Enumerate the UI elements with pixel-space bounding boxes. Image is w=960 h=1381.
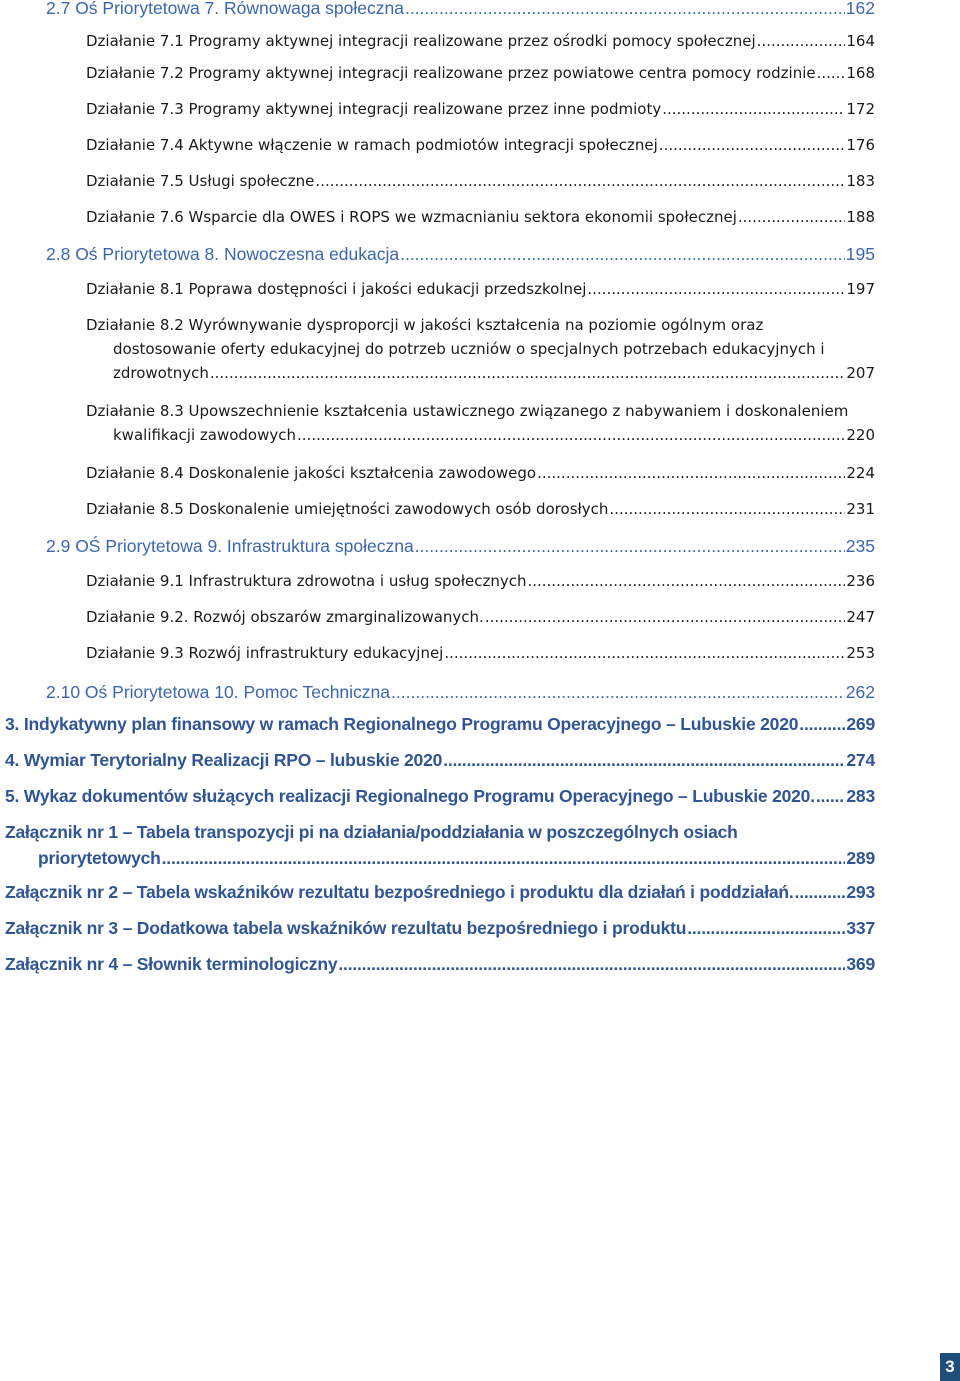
toc-entry-title: 5. Wykaz dokumentów służących realizacji Regionalnego Programu Operacyjnego – Lubuskie 2020. <box>5 786 815 806</box>
toc-line <box>5 748 875 772</box>
toc-page-number: 172 <box>846 100 875 118</box>
toc-entry-title: dostosowanie oferty edukacyjnej do potrzeb uczniów o specjalnych potrzebach edukacyjnych i <box>113 340 825 358</box>
toc-page-number: 197 <box>846 280 875 298</box>
toc-line <box>86 278 875 300</box>
toc-entry-title: 2.7 Oś Priorytetowa 7. Równowaga społeczna <box>46 0 404 18</box>
dot-leader <box>338 952 845 976</box>
toc-line <box>86 30 875 52</box>
toc-entry-title: Załącznik nr 2 – Tabela wskaźników rezultatu bezpośredniego i produktu dla działań i poddziałań. <box>5 882 794 902</box>
dot-leader <box>817 62 846 84</box>
toc-page-number: 269 <box>846 714 875 734</box>
toc-entry-title: Działanie 8.5 Doskonalenie umiejętności zawodowych osób dorosłych <box>86 500 609 518</box>
toc-entry-title: 4. Wymiar Terytorialny Realizacji RPO – lubuskie 2020 <box>5 750 443 770</box>
toc-entry-title: Działanie 8.1 Poprawa dostępności i jakości edukacji przedszkolnej <box>86 280 587 298</box>
toc-page-number: 188 <box>846 208 875 226</box>
toc-entry-title: zdrowotnych <box>113 364 209 382</box>
dot-leader <box>587 278 845 300</box>
dot-leader <box>444 642 845 664</box>
toc-line <box>5 712 875 736</box>
toc-line <box>46 0 875 20</box>
toc-line <box>38 846 875 870</box>
toc-line <box>86 314 915 336</box>
toc-entry-title: Działanie 7.2 Programy aktywnej integracji realizowane przez powiatowe centra pomocy rodzinie <box>86 64 816 82</box>
toc-entry-title: kwalifikacji zawodowych <box>113 426 297 444</box>
toc-page-number: 220 <box>846 426 875 444</box>
toc-line <box>113 424 875 446</box>
toc-line <box>86 170 875 192</box>
toc-page-number: 247 <box>846 608 875 626</box>
toc-page-number: 236 <box>846 572 875 590</box>
toc-entry-title: Załącznik nr 4 – Słownik terminologiczny <box>5 954 338 974</box>
dot-leader <box>738 206 845 228</box>
toc-entry-title: Działanie 7.4 Aktywne włączenie w ramach podmiotów integracji społecznej <box>86 136 658 154</box>
dot-leader <box>391 680 845 704</box>
toc-entry-title: Działanie 8.2 Wyrównywanie dysproporcji w jakości kształcenia na poziomie ogólnym oraz <box>86 316 764 334</box>
toc-page-number: 231 <box>846 500 875 518</box>
toc-line <box>86 134 875 156</box>
toc-entry-title: Działanie 7.3 Programy aktywnej integracji realizowane przez inne podmioty <box>86 100 662 118</box>
toc-page-number: 183 <box>846 172 875 190</box>
dot-leader <box>400 242 845 266</box>
toc-line <box>86 98 875 120</box>
dot-leader <box>757 30 846 52</box>
toc-line <box>5 952 875 976</box>
toc-line <box>86 642 875 664</box>
toc-entry-title: Działanie 9.3 Rozwój infrastruktury edukacyjnej <box>86 644 444 662</box>
toc-line <box>46 680 875 704</box>
toc-line <box>86 462 875 484</box>
toc-page-number: 224 <box>846 464 875 482</box>
toc-page-number: 369 <box>846 954 875 974</box>
toc-page-number: 164 <box>846 32 875 50</box>
toc-page-number: 176 <box>846 136 875 154</box>
toc-line <box>86 206 875 228</box>
dot-leader <box>210 362 845 384</box>
toc-page-number: 253 <box>846 644 875 662</box>
dot-leader <box>537 462 845 484</box>
toc-line <box>5 820 915 844</box>
dot-leader <box>795 880 846 904</box>
page-number-badge: 3 <box>940 1353 960 1381</box>
toc-entry-title: priorytetowych <box>38 848 161 868</box>
toc-page-number: 195 <box>845 244 875 264</box>
toc-entry-title: Działanie 8.3 Upowszechnienie kształcenia ustawicznego związanego z nabywaniem i doskonaleniem <box>86 402 849 420</box>
toc-entry-title: 3. Indykatywny plan finansowy w ramach Regionalnego Programu Operacyjnego – Lubuskie 2020 <box>5 714 799 734</box>
toc-entry-title: 2.10 Oś Priorytetowa 10. Pomoc Techniczna <box>46 682 391 702</box>
dot-leader <box>405 0 845 20</box>
dot-leader <box>485 606 846 628</box>
dot-leader <box>816 784 846 808</box>
toc-page-number: 289 <box>846 848 875 868</box>
toc-page-number: 283 <box>846 786 875 806</box>
toc-line <box>46 534 875 558</box>
toc-line <box>113 362 875 384</box>
toc-entry-title: Załącznik nr 1 – Tabela transpozycji pi na działania/poddziałania w poszczególnych osiach <box>5 822 738 842</box>
toc-page-number: 207 <box>846 364 875 382</box>
dot-leader <box>662 98 845 120</box>
toc-line <box>113 338 915 360</box>
toc-page-number: 293 <box>846 882 875 902</box>
toc-page-number: 274 <box>846 750 875 770</box>
dot-leader <box>297 424 845 446</box>
dot-leader <box>609 498 845 520</box>
toc-entry-title: 2.9 OŚ Priorytetowa 9. Infrastruktura społeczna <box>46 536 414 556</box>
dot-leader <box>799 712 845 736</box>
toc-entry-title: Działanie 7.6 Wsparcie dla OWES i ROPS we wzmacnianiu sektora ekonomii społecznej <box>86 208 737 226</box>
dot-leader <box>415 534 845 558</box>
toc-entry-title: 2.8 Oś Priorytetowa 8. Nowoczesna edukacja <box>46 244 400 264</box>
toc-page-number: 162 <box>845 0 875 18</box>
dot-leader <box>162 846 846 870</box>
toc-line <box>5 880 875 904</box>
toc-page-number: 235 <box>845 536 875 556</box>
toc-entry-title: Działanie 7.1 Programy aktywnej integracji realizowane przez ośrodki pomocy społecznej <box>86 32 756 50</box>
toc-line <box>46 242 875 266</box>
toc-line <box>86 498 875 520</box>
toc-line <box>5 916 875 940</box>
toc-entry-title: Załącznik nr 3 – Dodatkowa tabela wskaźników rezultatu bezpośredniego i produktu <box>5 918 687 938</box>
toc-line <box>86 400 915 422</box>
dot-leader <box>687 916 845 940</box>
toc-line <box>86 62 875 84</box>
toc-line <box>5 784 875 808</box>
toc-entry-title: Działanie 7.5 Usługi społeczne <box>86 172 315 190</box>
toc-page-number: 168 <box>846 64 875 82</box>
dot-leader <box>443 748 845 772</box>
toc-line <box>86 570 875 592</box>
dot-leader <box>527 570 845 592</box>
toc-page-number: 262 <box>845 682 875 702</box>
toc-entry-title: Działanie 9.2. Rozwój obszarów zmarginalizowanych. <box>86 608 484 626</box>
toc-entry-title: Działanie 9.1 Infrastruktura zdrowotna i usług społecznych <box>86 572 527 590</box>
dot-leader <box>315 170 845 192</box>
toc-entry-title: Działanie 8.4 Doskonalenie jakości kształcenia zawodowego <box>86 464 537 482</box>
toc-line <box>86 606 875 628</box>
dot-leader <box>659 134 846 156</box>
toc-page-number: 337 <box>846 918 875 938</box>
